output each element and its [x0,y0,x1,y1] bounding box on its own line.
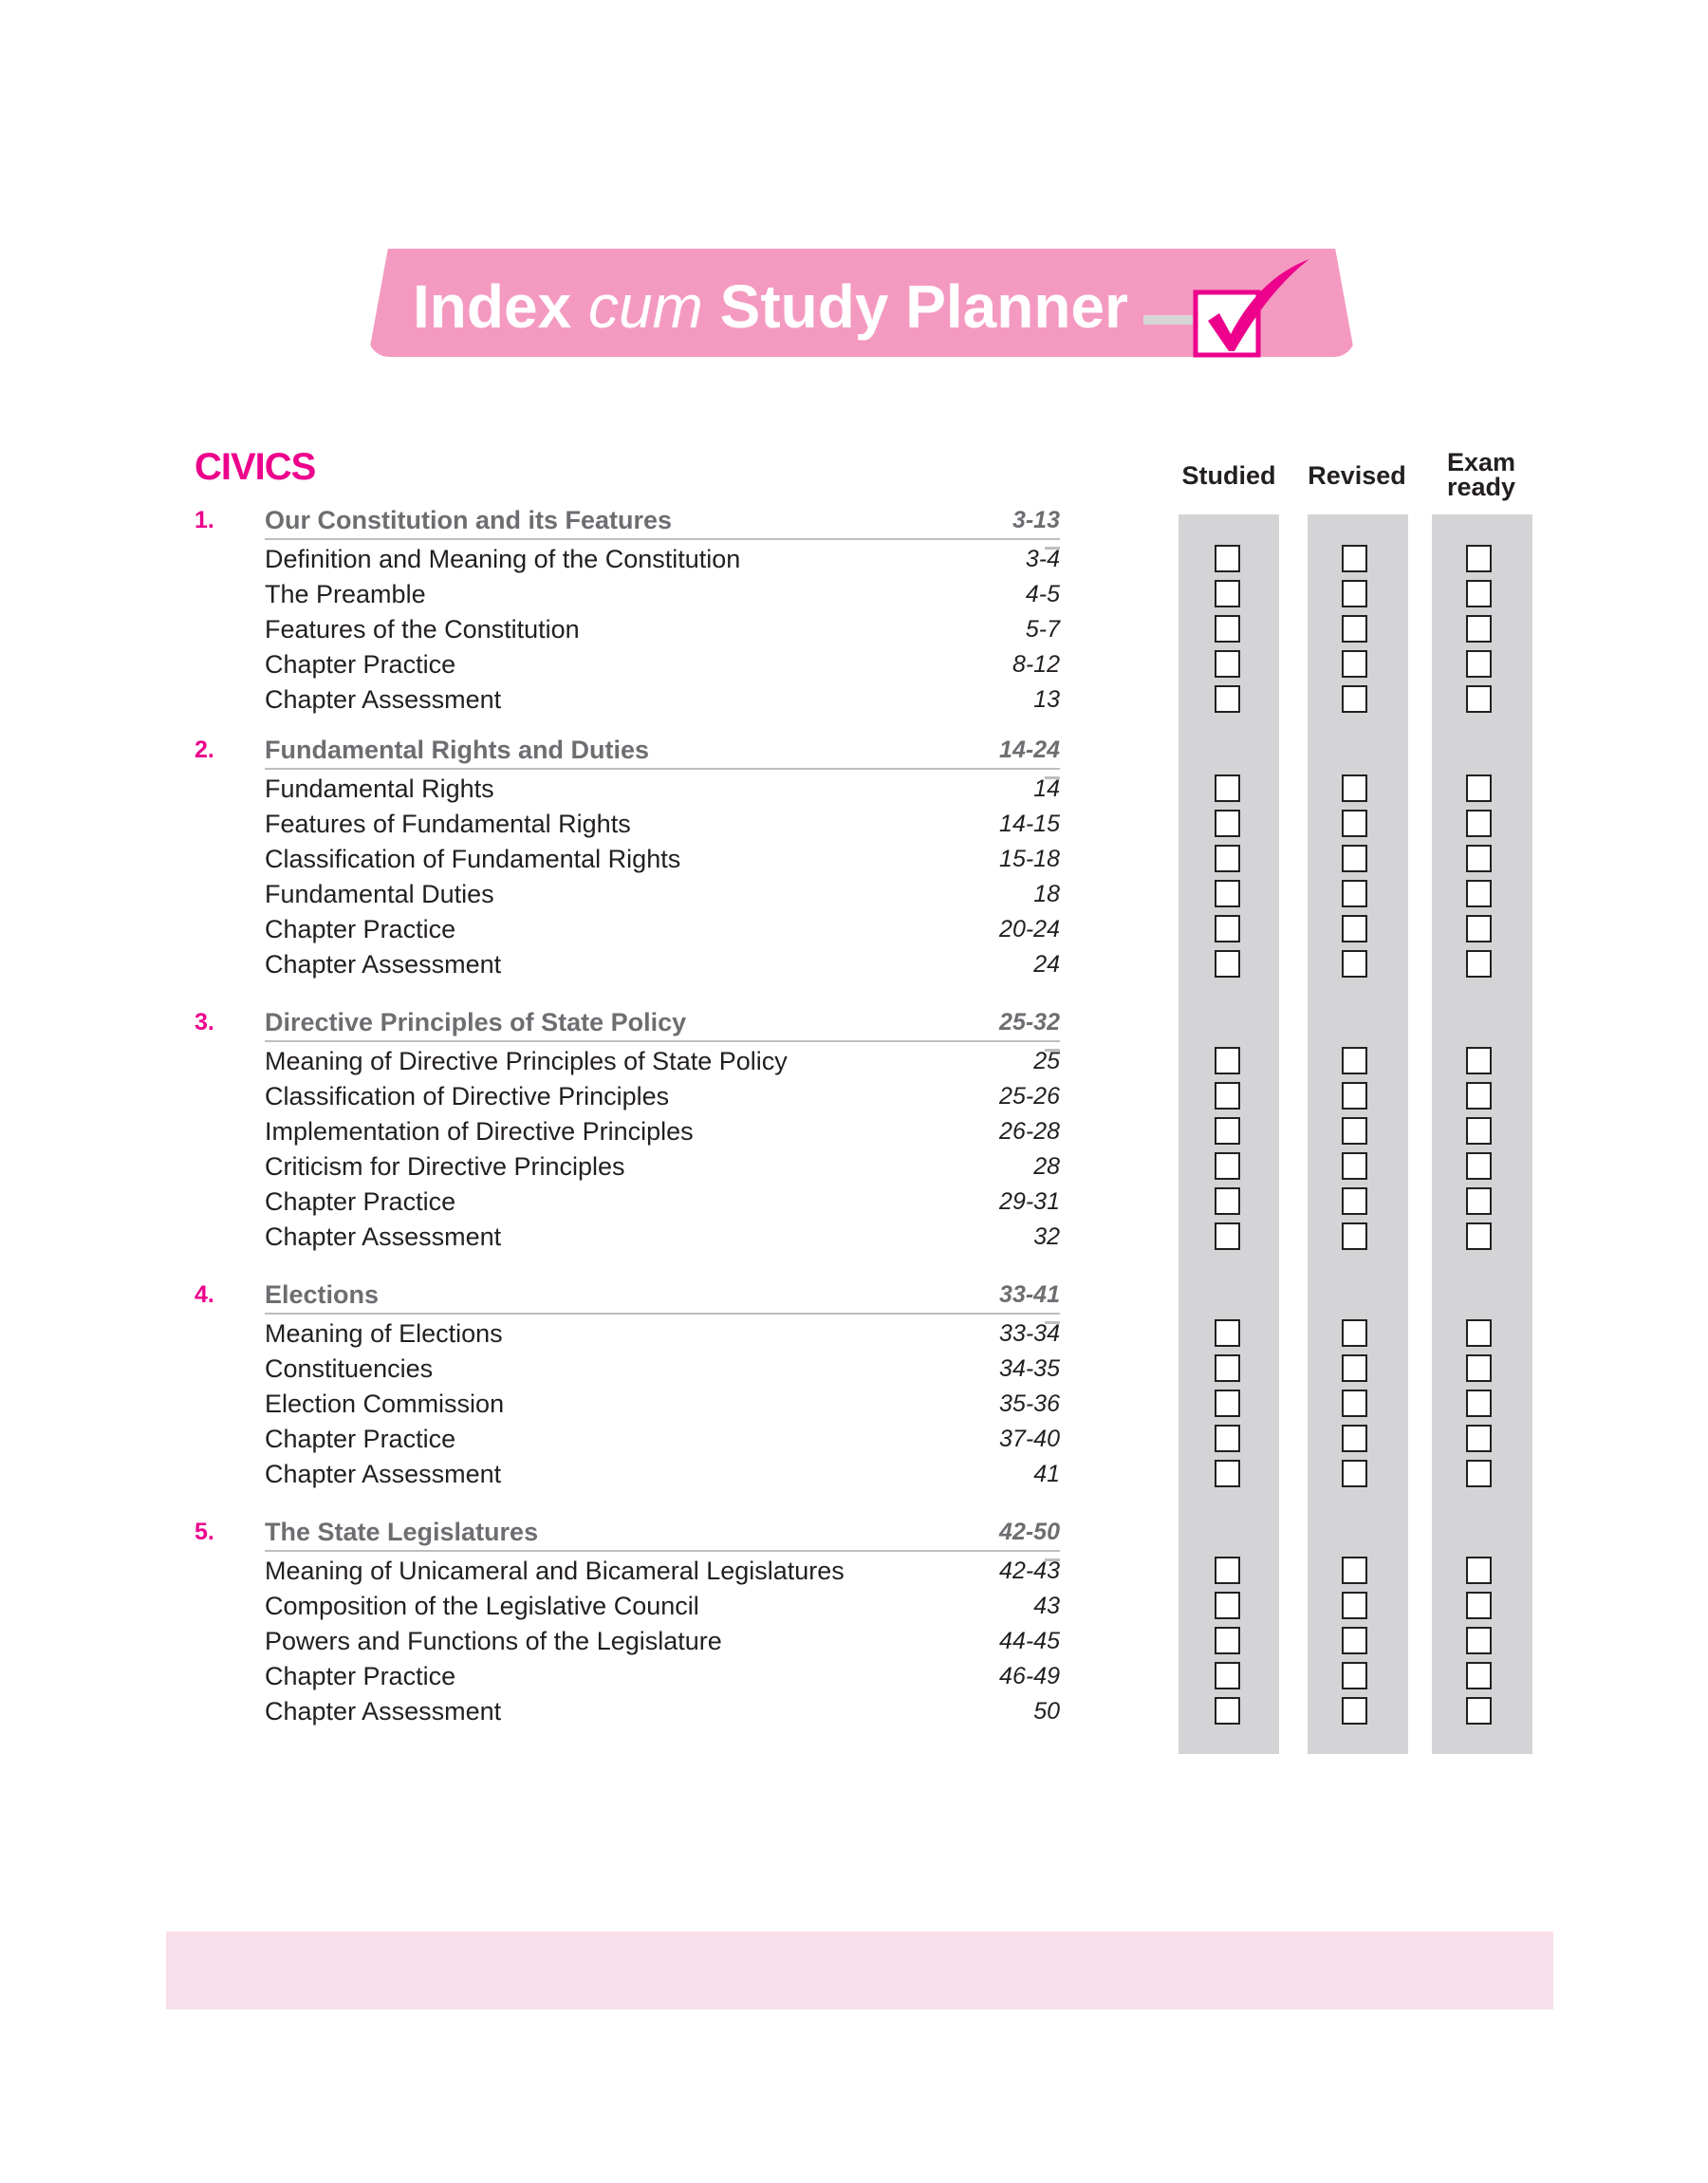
chapter-rule [265,768,1060,770]
topic-row [0,1457,1708,1491]
studied-checkbox[interactable] [1215,1592,1240,1619]
studied-checkbox[interactable] [1215,845,1240,872]
topic-pages: 37-40 [999,1426,1060,1452]
topic-row [0,1114,1708,1148]
title-word-cum: cum [587,272,703,341]
revised-checkbox[interactable] [1342,1117,1367,1145]
topic-pages: 35-36 [999,1390,1060,1417]
topic-title: Chapter Assessment [265,1460,502,1488]
topic-title: Composition of the Legislative Council [265,1592,699,1620]
topic-pages: 25-26 [999,1083,1060,1110]
topic-title: Chapter Practice [265,915,456,943]
exam-ready-checkbox[interactable] [1466,1222,1492,1250]
chapter-pages: 25-32 [999,1009,1060,1036]
studied-checkbox[interactable] [1215,810,1240,837]
topic-row [0,542,1708,576]
chapter-rule [265,1550,1060,1552]
exam-ready-checkbox[interactable] [1466,1557,1492,1584]
revised-checkbox[interactable] [1342,1557,1367,1584]
revised-checkbox[interactable] [1342,845,1367,872]
topic-pages: 14 [1033,775,1060,802]
exam-ready-checkbox[interactable] [1466,650,1492,678]
topic-row [0,1079,1708,1113]
topic-row [0,877,1708,911]
topic-row [0,1316,1708,1351]
revised-checkbox[interactable] [1342,580,1367,607]
studied-checkbox[interactable] [1215,1319,1240,1347]
topic-pages: 28 [1033,1153,1060,1180]
studied-checkbox[interactable] [1215,1082,1240,1110]
revised-checkbox[interactable] [1342,1222,1367,1250]
revised-checkbox[interactable] [1342,1662,1367,1689]
section-title: CIVICS [195,446,316,488]
chapter-number: 3. [195,1009,214,1036]
checkmark-box-icon [1191,254,1314,359]
studied-checkbox[interactable] [1215,685,1240,713]
topic-row [0,577,1708,611]
topic-pages: 3-4 [1025,546,1060,572]
chapter-title: Elections [265,1280,380,1309]
studied-checkbox[interactable] [1215,580,1240,607]
topic-row [0,1422,1708,1456]
exam-ready-checkbox[interactable] [1466,1662,1492,1689]
studied-checkbox[interactable] [1215,1390,1240,1417]
topic-title: Fundamental Rights [265,774,494,803]
topic-title: Implementation of Directive Principles [265,1117,694,1146]
topic-title: Chapter Practice [265,1425,456,1453]
revised-checkbox[interactable] [1342,1627,1367,1654]
topic-pages: 20-24 [999,916,1060,942]
studied-checkbox[interactable] [1215,774,1240,802]
revised-checkbox[interactable] [1342,1187,1367,1215]
topic-pages: 13 [1033,686,1060,713]
revised-checkbox[interactable] [1342,950,1367,978]
chapter-rule [265,1313,1060,1315]
revised-checkbox[interactable] [1342,1390,1367,1417]
title-word-study-planner: Study Planner [719,272,1128,341]
studied-checkbox[interactable] [1215,1117,1240,1145]
revised-checkbox[interactable] [1342,1082,1367,1110]
studied-checkbox[interactable] [1215,880,1240,907]
studied-checkbox[interactable] [1215,1222,1240,1250]
topic-title: The Preamble [265,580,426,608]
topic-title: Classification of Directive Principles [265,1082,670,1110]
revised-checkbox[interactable] [1342,545,1367,572]
studied-checkbox[interactable] [1215,650,1240,678]
exam-ready-checkbox[interactable] [1466,1390,1492,1417]
exam-header-line2: ready [1446,473,1516,501]
topic-pages: 42-43 [999,1558,1060,1584]
exam-ready-checkbox[interactable] [1466,1460,1492,1487]
topic-pages: 43 [1033,1593,1060,1619]
studied-checkbox[interactable] [1215,1047,1240,1074]
topic-row [0,947,1708,981]
revised-checkbox[interactable] [1342,1697,1367,1725]
topic-pages: 15-18 [999,846,1060,872]
exam-ready-checkbox[interactable] [1466,1082,1492,1110]
exam-ready-checkbox[interactable] [1466,685,1492,713]
topic-title: Meaning of Unicameral and Bicameral Legislatures [265,1557,845,1585]
topic-pages: 4-5 [1025,581,1060,607]
column-header-exam-ready [1424,450,1538,499]
topic-row [0,1589,1708,1623]
studied-checkbox[interactable] [1215,1425,1240,1452]
revised-checkbox[interactable] [1342,685,1367,713]
topic-row [0,612,1708,646]
chapter-row [0,733,1708,767]
topic-title: Powers and Functions of the Legislature [265,1627,722,1655]
topic-row [0,1185,1708,1219]
exam-ready-checkbox[interactable] [1466,580,1492,607]
title-word-index: Index [413,272,572,341]
exam-ready-checkbox[interactable] [1466,1354,1492,1382]
chapter-pages: 14-24 [999,737,1060,763]
topic-pages: 26-28 [999,1118,1060,1145]
studied-checkbox[interactable] [1215,1662,1240,1689]
topic-row [0,1044,1708,1078]
chapter-row [0,1005,1708,1039]
footer-band [166,1931,1553,2009]
topic-row [0,1624,1708,1658]
chapter-rule [265,1040,1060,1042]
topic-title: Features of the Constitution [265,615,580,644]
topic-row [0,1220,1708,1254]
chapter-pages: 42-50 [999,1519,1060,1545]
revised-checkbox[interactable] [1342,915,1367,942]
revised-checkbox[interactable] [1342,880,1367,907]
chapter-number: 5. [195,1519,214,1545]
revised-checkbox[interactable] [1342,650,1367,678]
chapter-title: Fundamental Rights and Duties [265,736,650,764]
topic-row [0,1352,1708,1386]
studied-checkbox[interactable] [1215,545,1240,572]
studied-checkbox[interactable] [1215,1697,1240,1725]
studied-checkbox[interactable] [1215,915,1240,942]
exam-ready-checkbox[interactable] [1466,1187,1492,1215]
exam-ready-checkbox[interactable] [1466,1117,1492,1145]
exam-ready-checkbox[interactable] [1466,950,1492,978]
exam-ready-checkbox[interactable] [1466,1425,1492,1452]
revised-checkbox[interactable] [1342,1152,1367,1180]
revised-checkbox[interactable] [1342,1592,1367,1619]
page-title [413,269,1128,345]
topic-row [0,842,1708,876]
studied-checkbox[interactable] [1215,1627,1240,1654]
topic-title: Fundamental Duties [265,880,494,908]
topic-title: Chapter Assessment [265,1222,502,1251]
exam-ready-checkbox[interactable] [1466,615,1492,643]
chapter-pages: 3-13 [1012,507,1060,533]
topic-row [0,1694,1708,1728]
exam-ready-checkbox[interactable] [1466,1592,1492,1619]
topic-pages: 46-49 [999,1663,1060,1689]
exam-header-line1: Exam [1446,448,1516,476]
exam-ready-checkbox[interactable] [1466,1319,1492,1347]
revised-checkbox[interactable] [1342,1425,1367,1452]
topic-title: Chapter Practice [265,1187,456,1216]
topic-title: Constituencies [265,1354,434,1383]
topic-title: Classification of Fundamental Rights [265,845,681,873]
topic-title: Chapter Assessment [265,685,502,714]
topic-row [0,1387,1708,1421]
chapter-row [0,1515,1708,1549]
studied-checkbox[interactable] [1215,615,1240,643]
topic-row [0,1554,1708,1588]
topic-pages: 29-31 [999,1188,1060,1215]
revised-checkbox[interactable] [1342,1354,1367,1382]
topic-row [0,682,1708,717]
exam-ready-checkbox[interactable] [1466,774,1492,802]
column-header-revised: Revised [1308,461,1406,490]
chapter-pages: 33-41 [999,1281,1060,1308]
topic-pages: 18 [1033,881,1060,907]
exam-ready-checkbox[interactable] [1466,845,1492,872]
revised-checkbox[interactable] [1342,774,1367,802]
title-dash [1143,315,1193,325]
topic-pages: 32 [1033,1223,1060,1250]
studied-checkbox[interactable] [1215,1460,1240,1487]
topic-pages: 8-12 [1012,651,1060,678]
exam-ready-checkbox[interactable] [1466,1047,1492,1074]
topic-pages: 50 [1033,1698,1060,1725]
topic-pages: 44-45 [999,1628,1060,1654]
topic-pages: 25 [1033,1048,1060,1074]
topic-title: Chapter Practice [265,650,456,679]
studied-checkbox[interactable] [1215,950,1240,978]
revised-checkbox[interactable] [1342,615,1367,643]
topic-title: Features of Fundamental Rights [265,810,631,838]
topic-pages: 34-35 [999,1355,1060,1382]
chapter-number: 1. [195,507,214,533]
topic-row [0,912,1708,946]
chapter-title: Directive Principles of State Policy [265,1008,687,1036]
studied-checkbox[interactable] [1215,1557,1240,1584]
topic-row [0,807,1708,841]
topic-pages: 5-7 [1025,616,1060,643]
topic-title: Definition and Meaning of the Constitution [265,545,741,573]
chapter-number: 2. [195,737,214,763]
exam-ready-checkbox[interactable] [1466,545,1492,572]
revised-checkbox[interactable] [1342,810,1367,837]
exam-ready-checkbox[interactable] [1466,915,1492,942]
studied-checkbox[interactable] [1215,1354,1240,1382]
exam-ready-checkbox[interactable] [1466,1152,1492,1180]
topic-pages: 14-15 [999,811,1060,837]
chapter-title: Our Constitution and its Features [265,506,673,534]
topic-title: Chapter Assessment [265,950,502,979]
topic-pages: 33-34 [999,1320,1060,1347]
topic-title: Chapter Assessment [265,1697,502,1726]
chapter-rule [265,538,1060,540]
exam-ready-checkbox[interactable] [1466,1697,1492,1725]
exam-ready-checkbox[interactable] [1466,1627,1492,1654]
studied-checkbox[interactable] [1215,1187,1240,1215]
revised-checkbox[interactable] [1342,1460,1367,1487]
revised-checkbox[interactable] [1342,1047,1367,1074]
topic-title: Criticism for Directive Principles [265,1152,625,1181]
topic-row [0,772,1708,806]
topic-row [0,1659,1708,1693]
exam-ready-checkbox[interactable] [1466,810,1492,837]
topic-title: Meaning of Directive Principles of State Policy [265,1047,788,1075]
topic-title: Election Commission [265,1390,505,1418]
topic-row [0,647,1708,681]
topic-row [0,1149,1708,1184]
chapter-row [0,1278,1708,1312]
studied-checkbox[interactable] [1215,1152,1240,1180]
column-header-studied: Studied [1181,461,1276,490]
topic-title: Chapter Practice [265,1662,456,1690]
revised-checkbox[interactable] [1342,1319,1367,1347]
chapter-title: The State Legislatures [265,1518,539,1546]
topic-pages: 41 [1033,1461,1060,1487]
topic-pages: 24 [1033,951,1060,978]
chapter-row [0,503,1708,537]
chapter-number: 4. [195,1281,214,1308]
exam-ready-checkbox[interactable] [1466,880,1492,907]
topic-title: Meaning of Elections [265,1319,503,1348]
